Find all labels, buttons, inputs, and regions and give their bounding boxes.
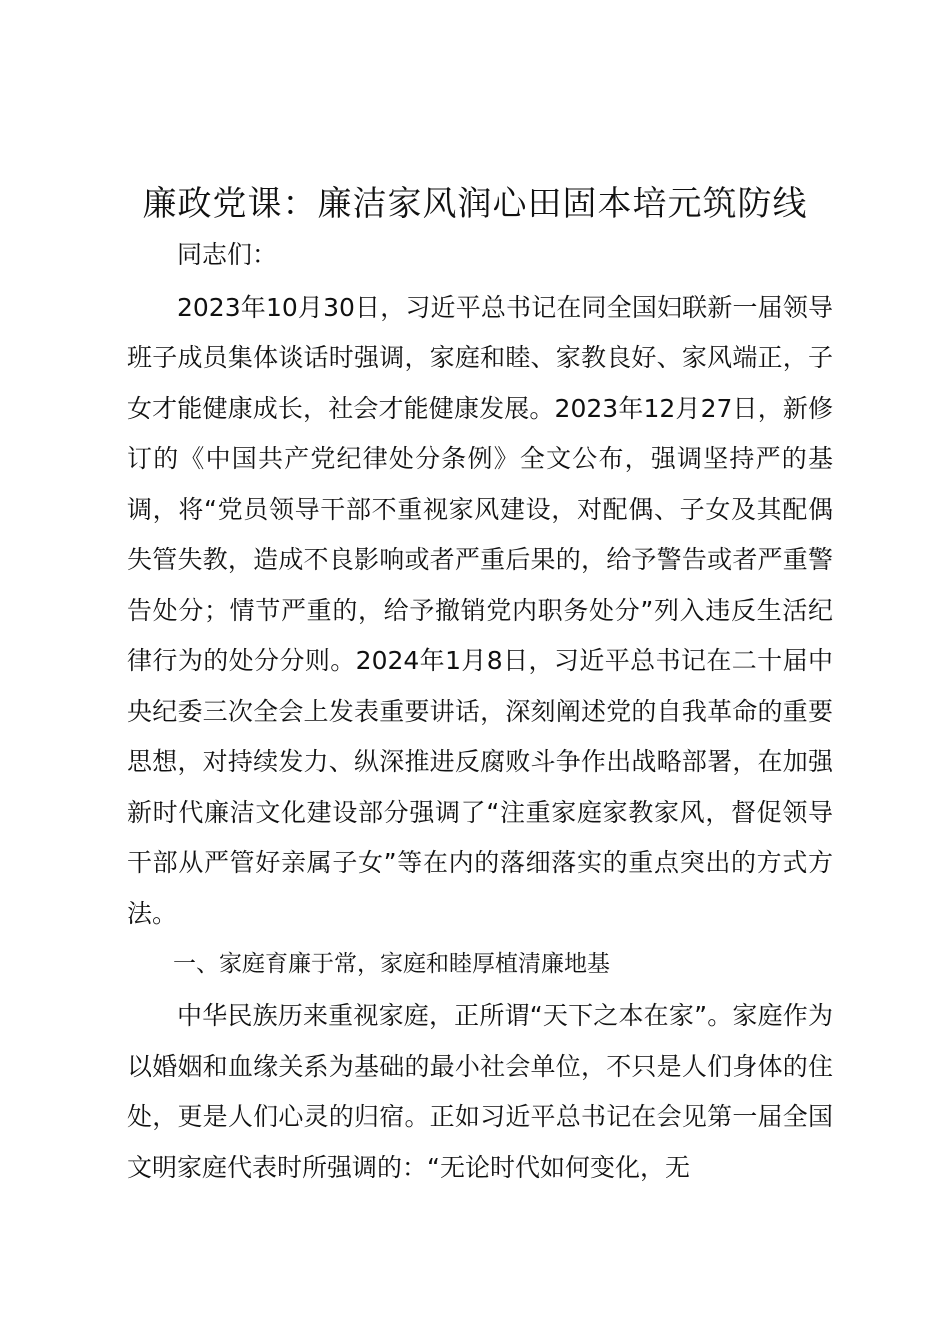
document-body — [127, 230, 833, 1193]
document-title: 廉政党课：廉洁家风润心田固本培元筑防线 — [142, 184, 808, 224]
intro-paragraph: 2023年10月30日，习近平总书记在同全国妇联新一届领导班子成员集体谈话时强调，家庭和睦、家教良好、家风端正，子女才能健康成长，社会才能健康发展。2023年12月27日，新修订的《中国共产党纪律处分条例》全文公布，强调坚持严的基调，将“党员领导干部不重视家风建设，对配偶、子女及其配偶失管失教，造成不良影响或者严重后果的，给予警告或者严重警告处分；情节严重的，给予撤销党内职务处分”列入违反生活纪律行为的处分分则。2024年1月8日，习近平总书记在二十届中央纪委三次全会上发表重要讲话，深刻阐述党的自我革命的重要思想，对持续发力、纵深推进反腐败斗争作出战略部署，在加强新时代廉洁文化建设部分强调了“注重家庭家教家风，督促领导干部从严管好亲属子女”等在内的落细落实的重点突出的方式方法。 — [127, 292, 833, 928]
section-paragraph: 中华民族历来重视家庭，正所谓“天下之本在家”。家庭作为以婚姻和血缘关系为基础的最小社会单位，不只是人们身体的住处，更是人们心灵的归宿。正如习近平总书记在会见第一届全国文明家庭代表时所强调的：“无论时代如何变化，无 — [127, 1001, 833, 1182]
salutation: 同志们： — [177, 240, 278, 269]
section-heading: 一、家庭育廉于常，家庭和睦厚植清廉地基 — [173, 951, 610, 977]
